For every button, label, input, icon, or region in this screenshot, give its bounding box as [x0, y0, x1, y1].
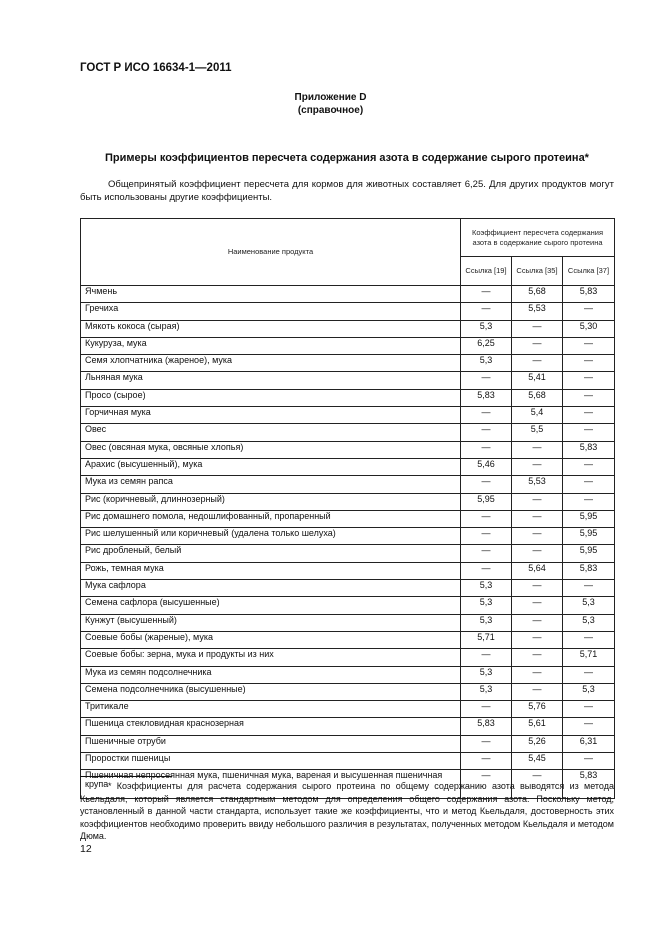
factor-cell: —	[512, 770, 563, 799]
factor-cell: 5,3	[461, 355, 512, 372]
footnote-divider	[80, 776, 172, 777]
product-name-cell: Рис шелушенный или коричневый (удалена только шелуха)	[81, 528, 461, 545]
product-name-cell: Проростки пшеницы	[81, 753, 461, 770]
ref-column-header: Ссылка [35]	[512, 257, 563, 286]
factor-cell: 5,83	[563, 770, 615, 799]
factor-cell: —	[512, 597, 563, 614]
factor-cell: —	[563, 631, 615, 648]
product-name-cell: Рис дробленый, белый	[81, 545, 461, 562]
annex-label: Приложение D	[294, 92, 367, 103]
table-row	[81, 631, 615, 648]
factor-cell: —	[512, 493, 563, 510]
factor-cell: —	[512, 631, 563, 648]
factor-cell: —	[461, 476, 512, 493]
table-row	[81, 545, 615, 562]
section-title: Примеры коэффициентов пересчета содержания азота в содержание сырого протеина*	[105, 152, 589, 164]
table-row	[81, 389, 615, 406]
factor-cell: 6,31	[563, 735, 615, 752]
table-row	[81, 476, 615, 493]
factor-cell: 5,4	[512, 407, 563, 424]
factor-cell: —	[563, 407, 615, 424]
product-name-cell: Льняная мука	[81, 372, 461, 389]
factor-cell: —	[461, 510, 512, 527]
factor-cell: —	[512, 337, 563, 354]
factor-cell: —	[563, 303, 615, 320]
factor-cell: —	[563, 372, 615, 389]
factor-cell: —	[563, 701, 615, 718]
factor-cell: 6,25	[461, 337, 512, 354]
table-row	[81, 580, 615, 597]
table-row	[81, 424, 615, 441]
annex-heading	[0, 91, 661, 117]
factor-cell: 5,83	[461, 389, 512, 406]
ref-column-header: Ссылка [19]	[461, 257, 512, 286]
factor-cell: 5,46	[461, 458, 512, 475]
factor-cell: —	[461, 407, 512, 424]
product-name-cell: Пшеничная непросеянная мука, пшеничная мука, вареная и высушенная пшеничная крупа	[81, 770, 461, 799]
factor-cell: —	[461, 545, 512, 562]
factor-cell: —	[512, 320, 563, 337]
factor-cell: 5,53	[512, 476, 563, 493]
table-row	[81, 735, 615, 752]
factor-cell: 5,5	[512, 424, 563, 441]
factor-cell: —	[461, 303, 512, 320]
factor-cell: 5,26	[512, 735, 563, 752]
factor-cell: 5,3	[461, 597, 512, 614]
factor-cell: —	[461, 441, 512, 458]
product-name-cell: Кукуруза, мука	[81, 337, 461, 354]
factor-cell: —	[563, 389, 615, 406]
factor-cell: —	[512, 510, 563, 527]
factor-cell: 5,76	[512, 701, 563, 718]
factor-cell: —	[512, 458, 563, 475]
factor-cell: —	[512, 441, 563, 458]
factor-cell: 5,3	[461, 614, 512, 631]
factor-cell: —	[461, 735, 512, 752]
product-name-cell: Ячмень	[81, 286, 461, 303]
factor-cell: —	[512, 666, 563, 683]
footnote: * Коэффициенты для расчета содержания сырого протеина по общему содержанию азота выводятся из метода Кьельдаля, который является стандартным методом для определения общего содержания азота. Поскольку метод, установленный в данной части стандарта, использует такие же коэффициенты, что и метод Кьельдаля, достоверность этих коэффициентов необходимо проверить ввиду небольшого различия в результатах, полученных методом Кьельдаля и методом Дюма.	[80, 781, 614, 841]
factor-cell: 5,83	[563, 562, 615, 579]
factor-cell: —	[512, 649, 563, 666]
factor-cell: 5,30	[563, 320, 615, 337]
factor-cell: 5,95	[563, 545, 615, 562]
factor-cell: —	[563, 666, 615, 683]
product-name-cell: Гречиха	[81, 303, 461, 320]
factor-cell: —	[563, 753, 615, 770]
table-row	[81, 355, 615, 372]
product-name-cell: Мука сафлора	[81, 580, 461, 597]
factor-cell: —	[461, 286, 512, 303]
table-row	[81, 303, 615, 320]
factor-cell: —	[461, 701, 512, 718]
factor-cell: 5,68	[512, 286, 563, 303]
factor-cell: —	[512, 580, 563, 597]
factor-cell: —	[461, 562, 512, 579]
factor-cell: —	[512, 614, 563, 631]
factor-cell: 5,61	[512, 718, 563, 735]
factor-cell: —	[461, 649, 512, 666]
factor-cell: —	[512, 545, 563, 562]
factor-cell: —	[563, 493, 615, 510]
factor-cell: 5,3	[563, 614, 615, 631]
table-row	[81, 528, 615, 545]
table-row	[81, 286, 615, 303]
factor-cell: —	[461, 372, 512, 389]
table-row	[81, 649, 615, 666]
factor-cell: —	[563, 476, 615, 493]
product-name-cell: Рис домашнего помола, недошлифованный, пропаренный	[81, 510, 461, 527]
factor-cell: 5,64	[512, 562, 563, 579]
factor-cell: 5,53	[512, 303, 563, 320]
conversion-factors-table	[80, 218, 615, 799]
table-row	[81, 372, 615, 389]
factor-group-header: Коэффициент пересчета содержания азота в содержание сырого протеина	[461, 219, 615, 257]
product-name-cell: Мякоть кокоса (сырая)	[81, 320, 461, 337]
product-name-cell: Соевые бобы (жареные), мука	[81, 631, 461, 648]
factor-cell: 5,3	[461, 580, 512, 597]
table-row	[81, 458, 615, 475]
factor-cell: 5,71	[461, 631, 512, 648]
factor-cell: —	[512, 528, 563, 545]
factor-cell: 5,83	[563, 441, 615, 458]
factor-cell: —	[563, 458, 615, 475]
factor-cell: 5,3	[461, 320, 512, 337]
product-name-cell: Тритикале	[81, 701, 461, 718]
factor-cell: 5,3	[461, 683, 512, 700]
product-name-cell: Рожь, темная мука	[81, 562, 461, 579]
table-row	[81, 597, 615, 614]
factor-cell: 5,45	[512, 753, 563, 770]
product-name-cell: Просо (сырое)	[81, 389, 461, 406]
product-name-cell: Семена сафлора (высушенные)	[81, 597, 461, 614]
product-name-cell: Мука из семян рапса	[81, 476, 461, 493]
factor-cell: 5,68	[512, 389, 563, 406]
factor-cell: —	[461, 770, 512, 799]
table-row	[81, 753, 615, 770]
annex-type: (справочное)	[297, 105, 364, 116]
table-row	[81, 510, 615, 527]
factor-cell: 5,95	[461, 493, 512, 510]
table-row	[81, 493, 615, 510]
factor-cell: —	[512, 355, 563, 372]
factor-cell: 5,83	[563, 286, 615, 303]
product-name-cell: Овес	[81, 424, 461, 441]
product-name-cell: Пшеница стекловидная краснозерная	[81, 718, 461, 735]
page-number: 12	[80, 843, 92, 855]
product-name-cell: Рис (коричневый, длиннозерный)	[81, 493, 461, 510]
factor-cell: 5,95	[563, 528, 615, 545]
table-row	[81, 562, 615, 579]
factor-cell: —	[461, 528, 512, 545]
factor-cell: —	[461, 753, 512, 770]
table-row	[81, 718, 615, 735]
table-row	[81, 407, 615, 424]
product-name-cell: Соевые бобы: зерна, мука и продукты из них	[81, 649, 461, 666]
table-row	[81, 666, 615, 683]
table-row	[81, 337, 615, 354]
product-name-cell: Мука из семян подсолнечника	[81, 666, 461, 683]
table-row	[81, 614, 615, 631]
product-name-cell: Пшеничные отруби	[81, 735, 461, 752]
table-row	[81, 441, 615, 458]
factor-cell: 5,71	[563, 649, 615, 666]
product-name-cell: Семя хлопчатника (жареное), мука	[81, 355, 461, 372]
product-name-cell: Кунжут (высушенный)	[81, 614, 461, 631]
factor-cell: —	[563, 580, 615, 597]
product-name-cell: Арахис (высушенный), мука	[81, 458, 461, 475]
factor-cell: 5,3	[563, 597, 615, 614]
product-column-header: Наименование продукта	[81, 219, 461, 286]
table-row	[81, 320, 615, 337]
factor-cell: 5,41	[512, 372, 563, 389]
factor-cell: —	[563, 424, 615, 441]
factor-cell: 5,83	[461, 718, 512, 735]
product-name-cell: Семена подсолнечника (высушенные)	[81, 683, 461, 700]
factor-cell: 5,95	[563, 510, 615, 527]
product-name-cell: Овес (овсяная мука, овсяные хлопья)	[81, 441, 461, 458]
factor-cell: —	[563, 718, 615, 735]
factor-cell: 5,3	[461, 666, 512, 683]
product-name-cell: Горчичная мука	[81, 407, 461, 424]
factor-cell: —	[563, 337, 615, 354]
table-row	[81, 683, 615, 700]
factor-cell: 5,3	[563, 683, 615, 700]
table-row	[81, 701, 615, 718]
factor-cell: —	[512, 683, 563, 700]
standard-code: ГОСТ Р ИСО 16634-1—2011	[80, 62, 232, 74]
factor-cell: —	[563, 355, 615, 372]
ref-column-header: Ссылка [37]	[563, 257, 615, 286]
factor-cell: —	[461, 424, 512, 441]
intro-paragraph: Общепринятый коэффициент пересчета для кормов для животных составляет 6,25. Для других продуктов могут быть использованы другие коэффициенты.	[80, 179, 614, 203]
